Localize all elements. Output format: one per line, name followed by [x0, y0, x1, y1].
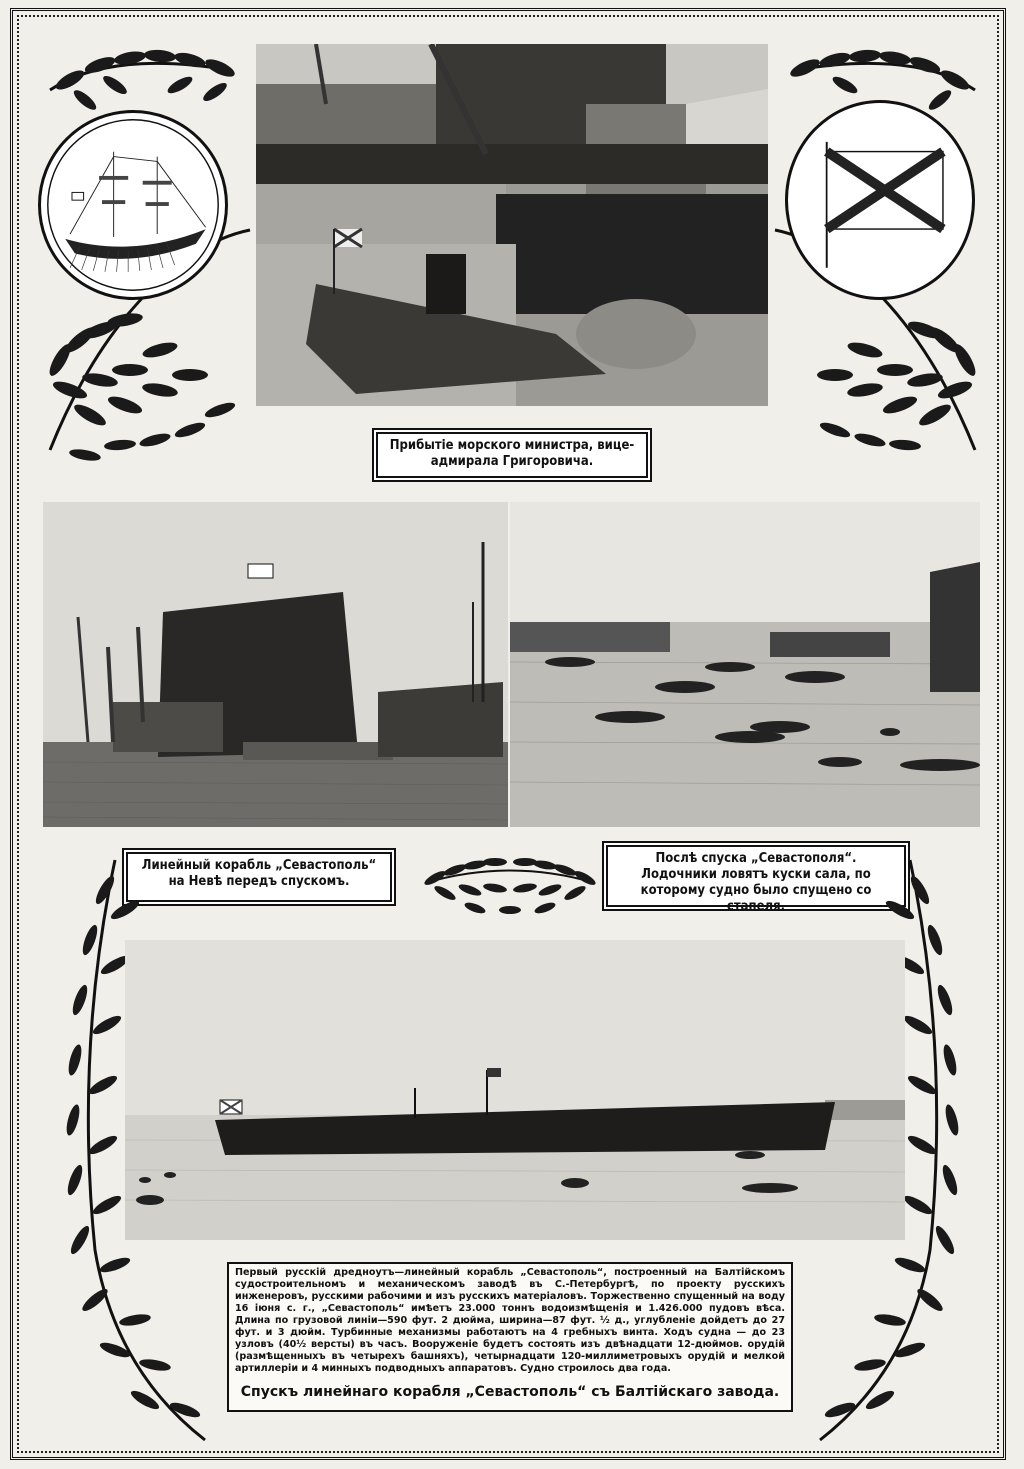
- caption-battleship-on-neva: Линейный корабль „Севастополь“ на Невѣ передъ спускомъ.: [126, 852, 392, 902]
- flag-medallion: [785, 100, 975, 300]
- sailing-ship-icon: [41, 113, 225, 297]
- photo-battleship-before-launch: [43, 502, 508, 827]
- sailing-ship-medallion: [38, 110, 228, 300]
- article-text: Первый русскій дредноутъ—линейный корабль „Севастополь“, построенный на Балтійскомъ судостроительномъ и механическомъ заводѣ въ С.-Петербургѣ, по проекту русскихъ инженеровъ, русскими рабочими и изъ русскихъ матеріаловъ. Торжественно спущенный на воду 16 іюня с. г., „Севастополь“ имѣетъ 23.000 тоннъ водоизмѣщенія и 1.426.000 пудовъ вѣса. Длина по грузовой линіи—590 фут. 2 дюйма, ширина—87 фут. ½ д., углубленіе дойдетъ до 27 фут. и 3 дюйм. Турбинные механизмы работаютъ на 4 гребныхъ винта. Ходъ судна — до 23 узловъ (40½ версты) въ часъ. Вооруженіе будетъ состоять изъ двѣнадцати 12-дюймов. орудій (размѣщенныхъ въ четырехъ башняхъ), четырнадцати 120-миллиметровыхъ орудій и мелкой артиллеріи и 4 минныхъ подводныхъ аппаратовъ. Судно строилось два года.: [235, 1267, 785, 1374]
- article-title: Спускъ линейнаго корабля „Севастополь“ съ Балтійскаго завода.: [240, 1384, 780, 1400]
- caption-minister-arrival: Прибытіе морского министра, вице-адмирала Григоровича.: [376, 432, 648, 478]
- photo-minister-arrival: [256, 44, 768, 406]
- photo-boatmen-after-launch: [510, 502, 980, 827]
- caption-after-launch: Послѣ спуска „Севастополя“. Лодочники ловятъ куски сала, по которому судно было спущено со стапеля.: [606, 845, 906, 907]
- laurel-center-ornament: [415, 838, 605, 928]
- saint-andrew-flag-icon: [788, 103, 972, 297]
- photo-battleship-launched: [125, 940, 905, 1240]
